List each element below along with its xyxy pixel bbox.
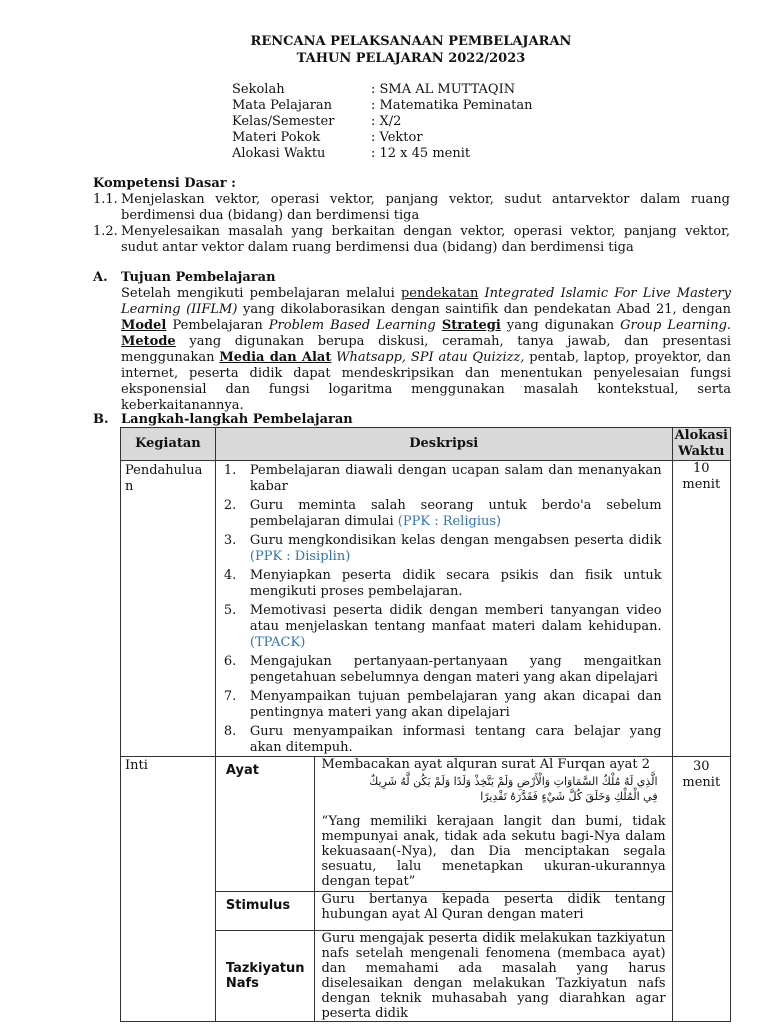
list-number: 8. — [223, 724, 237, 739]
list-text-body: Pembelajaran diawali dengan ucapan salam dan menanyakan kabar — [249, 463, 662, 494]
ayat-label: Ayat — [216, 757, 315, 892]
tujuan-pbl: Problem Based Learning — [268, 318, 436, 333]
kegiatan-cell: Inti — [121, 757, 216, 1022]
section-letter: B. — [93, 412, 109, 427]
list-text — [250, 603, 662, 651]
tazkiyatun-content: Guru mengajak peserta didik melakukan tazkiyatun nafs setelah mengenali fenomena (membaca ayat) dan memahami ada masalah yang harus diselesaikan dengan melakukan Tazkiyatun nafs dengan teknik muhasabah yang diarahkan agar peserta didik — [315, 931, 672, 1022]
tujuan-strategi: Strategi — [441, 318, 501, 333]
info-value: : SMA AL MUTTAQIN — [371, 82, 516, 97]
learning-steps-table — [120, 427, 731, 1022]
table-row-pendahuluan — [121, 461, 731, 757]
list-text-body: Memotivasi peserta didik dengan memberi tanyangan video atau menjelaskan tentang manfaat materi dalam kehidupan. — [249, 603, 662, 634]
tujuan-iiflm-abbr: (IIFLM) — [186, 302, 238, 317]
alokasi-cell: 30 menit — [672, 757, 730, 1022]
tujuan-text: Setelah mengikuti pembelajaran melalui — [121, 286, 401, 301]
ppk-tag: (PPK : Religius) — [397, 514, 502, 529]
inner-row-stimulus — [216, 892, 672, 931]
list-number: 5. — [223, 603, 237, 618]
list-item — [220, 533, 662, 565]
document-title: RENCANA PELAKSANAAN PEMBELAJARAN — [250, 34, 572, 49]
kd-item — [93, 224, 730, 256]
identity-block — [232, 82, 533, 162]
tujuan-text: yang digunakan — [500, 318, 621, 333]
tujuan-metode: Metode — [121, 334, 176, 349]
tujuan-iiflm: Integrated Islamic For Live Mastery Learning — [121, 286, 731, 317]
list-text-body: Mengajukan pertanyaan-pertanyaan yang mengaitkan pengetahuan sebelumnya dengan materi yang akan dipelajari — [249, 654, 662, 685]
kd-text: Menjelaskan vektor, operasi vektor, panjang vektor, sudut antarvektor dalam ruang berdimensi dua (bidang) dan berdimensi tiga — [121, 192, 730, 223]
list-text-body: Menyampaikan tujuan pembelajaran yang akan dicapai dan pentingnya materi yang akan dipelajari — [249, 689, 662, 720]
tujuan-group: Group Learning. — [620, 318, 732, 333]
list-text — [250, 533, 662, 565]
info-value: : Vektor — [371, 130, 423, 145]
alokasi-cell: 10 menit — [672, 461, 730, 757]
list-item — [220, 568, 662, 600]
list-text — [250, 498, 662, 530]
list-item — [220, 463, 662, 495]
kd-number: 1.2. — [93, 224, 118, 239]
kd-item — [93, 192, 730, 224]
info-label: Alokasi Waktu — [232, 146, 326, 161]
kd-text: Menyelesaikan masalah yang berkaitan dengan vektor, operasi vektor, panjang vektor, sudut antar vektor dalam ruang berdimensi dua (bidang) dan berdimensi tiga — [121, 224, 730, 255]
info-label: Materi Pokok — [232, 130, 321, 145]
tujuan-media-list: Whatsapp, SPI atau Quizizz, — [336, 350, 525, 365]
info-label: Mata Pelajaran — [232, 98, 333, 113]
tujuan-text: yang digunakan berupa diskusi, ceramah, tanya jawab, dan presentasi menggunakan — [121, 334, 731, 365]
list-text — [250, 689, 662, 721]
info-row-sekolah — [232, 82, 533, 98]
ayat-translation: “Yang memiliki kerajaan langit dan bumi, tidak mempunyai anak, tidak ada sekutu bagi-Nya dalam kekuasaan(-Nya), dan Dia menciptakan segala sesuatu, lalu menetapkan ukuran-ukurannya dengan tepat” — [321, 814, 666, 889]
list-text — [250, 724, 662, 756]
document-subtitle: TAHUN PELAJARAN 2022/2023 — [296, 51, 526, 66]
tujuan-paragraph — [121, 286, 731, 414]
stimulus-label: Stimulus — [216, 892, 315, 931]
info-value: : Matematika Peminatan — [371, 98, 533, 113]
list-item — [220, 724, 662, 756]
kegiatan-cell: Pendahulua n — [121, 461, 216, 757]
inti-inner-table — [216, 757, 672, 1021]
list-text-body: Menyiapkan peserta didik secara psikis dan fisik untuk mengikuti proses pembelajaran. — [249, 568, 662, 599]
tujuan-text: pentab, laptop, proyektor, dan internet, peserta didik dapat mendeskripsikan dan menentukan penyelesaian fungsi eksponensial dan fungsi logaritma menggunakan masalah kontekstual, serta keberkaitanannya. — [121, 350, 731, 413]
info-row-mapel — [232, 98, 533, 114]
info-label: Sekolah — [232, 82, 285, 97]
list-number: 4. — [223, 568, 237, 583]
section-title: Tujuan Pembelajaran — [121, 270, 276, 285]
kd-heading: Kompetensi Dasar : — [93, 176, 236, 191]
info-value: : 12 x 45 menit — [371, 146, 471, 161]
tazkiyatun-label: Tazkiyatun Nafs — [216, 931, 315, 1022]
arabic-verse: الَّذِي لَهُ مُلْكُ السَّمَاوَاتِ وَالْأَرْضِ وَلَمْ يَتَّخِذْ وَلَدًا وَلَمْ يَكُن لَّهُ شَرِيكٌ فِي الْمُلْكِ وَخَلَقَ كُلَّ شَيْءٍ فَقَدَّرَهُ تَقْدِيرًا — [369, 775, 658, 803]
pendahuluan-list — [216, 461, 672, 756]
inner-row-tazkiyatun — [216, 931, 672, 1022]
header-kegiatan: Kegiatan — [121, 428, 216, 461]
list-text-body: Guru meminta salah seorang untuk berdo'a sebelum pembelajaran dimulai — [249, 498, 662, 529]
list-text-body: Guru mengkondisikan kelas dengan mengabsen peserta didik — [249, 533, 662, 548]
list-number: 6. — [223, 654, 237, 669]
section-letter: A. — [93, 270, 108, 285]
info-row-alokasi — [232, 146, 533, 162]
header-deskripsi: Deskripsi — [215, 428, 672, 461]
header-alokasi: Alokasi Waktu — [672, 428, 730, 461]
ayat-content — [315, 757, 672, 892]
tujuan-text: Pembelajaran — [172, 318, 269, 333]
info-label: Kelas/Semester — [232, 114, 335, 129]
list-item — [220, 603, 662, 651]
ayat-intro: Membacakan ayat alquran surat Al Furqan ayat 2 — [321, 757, 651, 772]
info-row-kelas — [232, 114, 533, 130]
list-text — [250, 463, 662, 495]
ppk-tag: (PPK : Disiplin) — [249, 549, 351, 564]
inti-detail-cell — [215, 757, 672, 1022]
list-text — [250, 568, 662, 600]
tujuan-pendekatan: pendekatan — [400, 286, 479, 301]
list-text — [250, 654, 662, 686]
list-item — [220, 689, 662, 721]
list-number: 1. — [223, 463, 237, 478]
table-row-inti — [121, 757, 731, 1022]
list-text-body: Guru menyampaikan informasi tentang cara belajar yang akan ditempuh. — [249, 724, 662, 755]
info-row-materi — [232, 130, 533, 146]
tujuan-media: Media dan Alat — [219, 350, 332, 365]
stimulus-content: Guru bertanya kepada peserta didik tentang hubungan ayat Al Quran dengan materi — [315, 892, 672, 931]
info-value: : X/2 — [371, 114, 402, 129]
list-item — [220, 654, 662, 686]
tpack-tag: (TPACK) — [249, 635, 306, 650]
list-number: 2. — [223, 498, 237, 513]
inner-row-ayat — [216, 757, 672, 892]
section-title: Langkah-langkah Pembelajaran — [121, 412, 353, 427]
list-number: 3. — [223, 533, 237, 548]
table-header-row — [121, 428, 731, 461]
tujuan-model: Model — [121, 318, 167, 333]
kd-number: 1.1. — [93, 192, 118, 207]
list-item — [220, 498, 662, 530]
tujuan-text: yang dikolaborasikan dengan saintifik dan pendekatan Abad 21, dengan — [237, 302, 731, 317]
deskripsi-cell — [215, 461, 672, 757]
list-number: 7. — [223, 689, 237, 704]
